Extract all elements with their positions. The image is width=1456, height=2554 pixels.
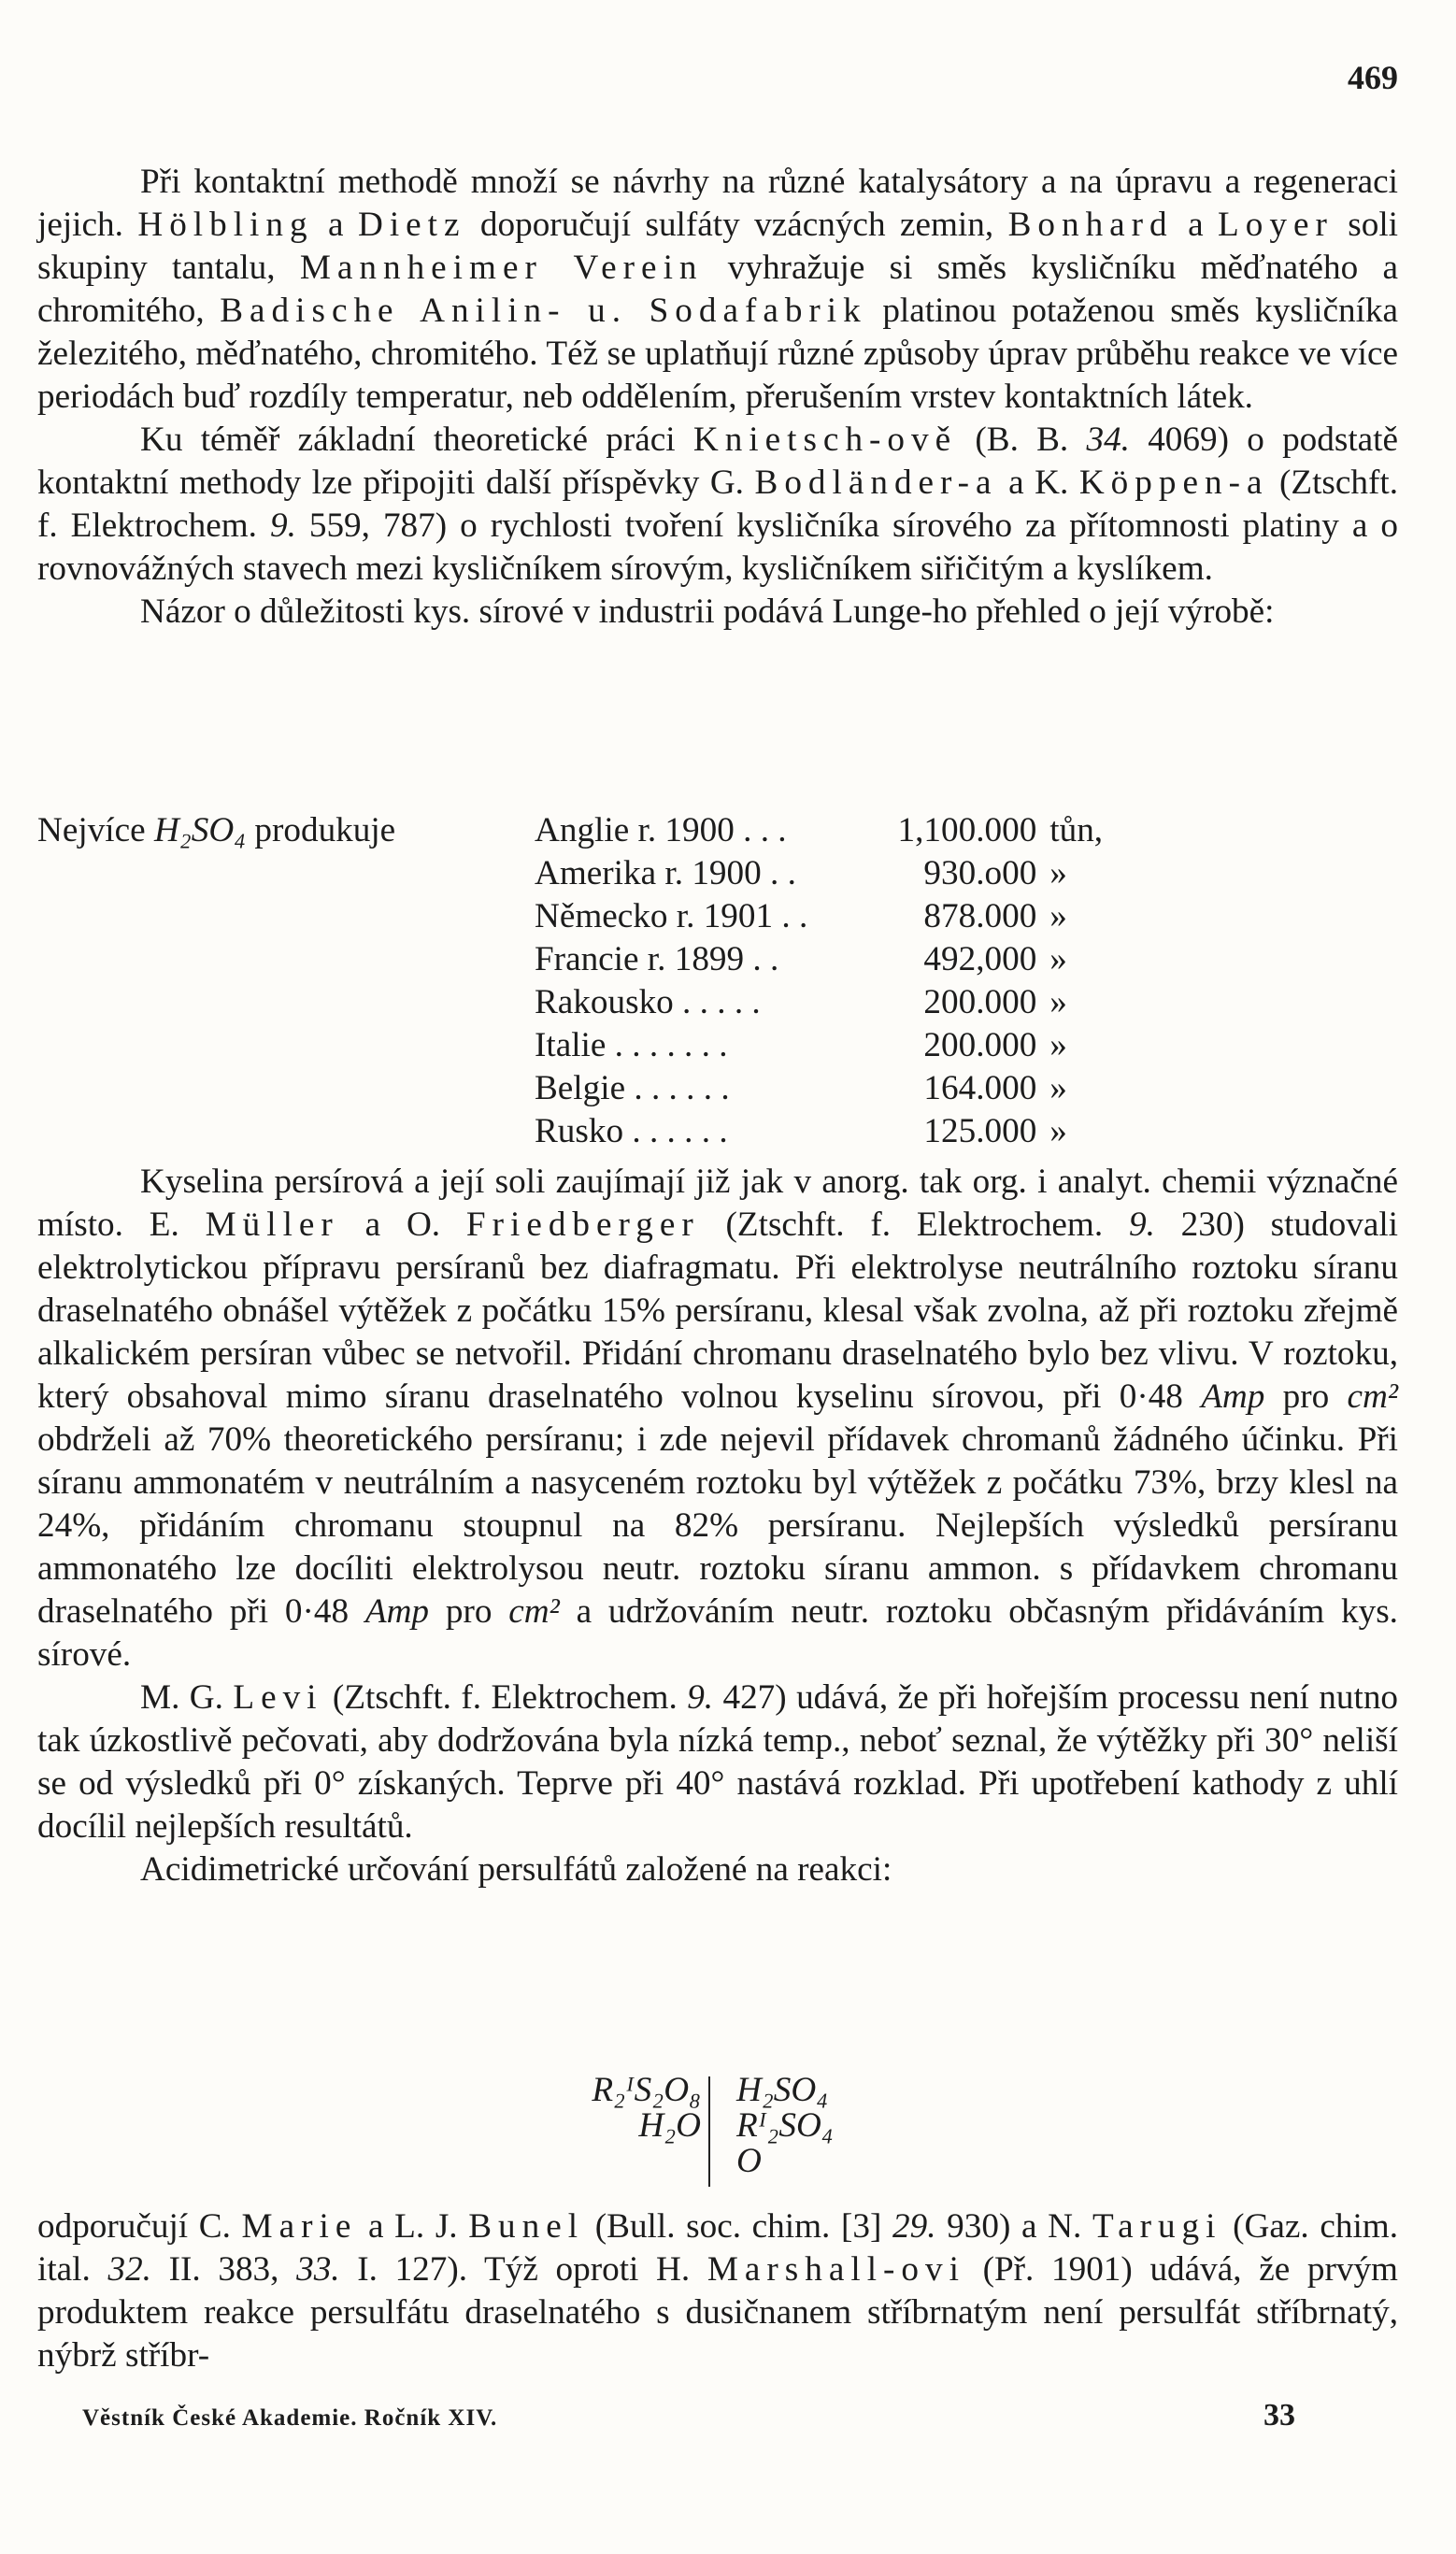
reaction-right-1: H₂SO₄ — [736, 2071, 829, 2109]
unit-cell: » — [1049, 1112, 1067, 1150]
unit-cell: tůn, — [1049, 811, 1104, 849]
text-block-3 — [37, 2205, 1398, 2377]
text-block-1 — [37, 161, 1398, 634]
production-row — [535, 852, 1103, 895]
paragraph-lunge: Názor o důležitosti kys. sírové v industrii podává Lunge-ho přehled o její výrobě: — [140, 592, 1275, 631]
unit-cell: » — [1049, 1069, 1067, 1107]
paragraph-references: odporučují C. Marie a L. J. Bunel (Bull. soc. chim. [3] 29. 930) a N. Tarugi (Gaz. chim. ital. 32. II. 383, 33. I. 127). Týž oproti H. Marshall-ovi (Př. 1901) udává, že prvým produktem reakce persulfátu draselnatého s dusičnanem stříbrnatým není persulfát stříbrnatý, nýbrž stříbr- — [37, 2207, 1398, 2375]
country-cell: Amerika r. 1900 . . — [535, 854, 796, 892]
reaction-divider — [708, 2076, 710, 2187]
unit-cell: » — [1049, 940, 1067, 978]
reaction-right-3: O — [736, 2142, 762, 2180]
production-table — [535, 809, 1103, 1153]
reaction-left-1: R₂ᴵS₂O₈ — [592, 2071, 701, 2109]
production-row — [535, 1110, 1103, 1153]
unit-cell: » — [1049, 854, 1067, 892]
production-row — [535, 938, 1103, 981]
country-cell: Anglie r. 1900 . . . — [535, 811, 787, 849]
value-cell: 164.000 — [923, 1069, 1037, 1107]
country-cell: Francie r. 1899 . . — [535, 940, 779, 978]
value-cell: 930.o00 — [923, 854, 1037, 892]
production-row — [535, 809, 1103, 852]
country-cell: Italie . . . . . . . — [535, 1026, 728, 1064]
unit-cell: » — [1049, 1026, 1067, 1064]
country-cell: Rakousko . . . . . — [535, 983, 761, 1021]
paragraph-catalysts: Při kontaktní methodě množí se návrhy na různé katalysátory a na úpravu a regeneraci jejich. Hölbling a Dietz doporučují sulfáty vzácných zemin, Bonhard a Loyer soli skupiny tantalu, Mannheimer Verein vyhražuje si směs kysličníku měďnatého a chromitého, Badische Anilin- u. Sodafabrik platinou potaženou směs kysličníka železitého, měďnatého, chromitého. Též se uplatňují různé způsoby úprav průběhu reakce ve více periodách buď rozdíly temperatur, neb oddělením, přerušením vrstev kontaktních látek. — [37, 163, 1399, 416]
paragraph-acidimetric: Acidimetrické určování persulfátů založené na reakci: — [140, 1850, 892, 1889]
country-cell: Belgie . . . . . . — [535, 1069, 730, 1107]
country-cell: Německo r. 1901 . . — [535, 897, 808, 935]
text-block-2 — [37, 1161, 1398, 1891]
production-row — [535, 981, 1103, 1024]
production-row — [535, 1024, 1103, 1067]
value-cell: 1,100.000 — [897, 811, 1037, 849]
paragraph-persulfuric: Kyselina persírová a její soli zaujímají již jak v anorg. tak org. i analyt. chemii význačné místo. E. Müller a O. Friedberger (Ztschft. f. Elektrochem. 9. 230) studovali elektrolytickou přípravu persíranů bez diafragmatu. Při elektrolyse neutrálního roztoku síranu draselnatého obnášel výtěžek z počátku 15% persíranu, klesal však zvolna, až při roztoku zřejmě alkalickém persíran vůbec se netvořil. Přidání chromanu draselnatého bylo bez vlivu. V roztoku, který obsahoval mimo síranu draselnatého volnou kyselinu sírovou, při 0·48 Amp pro cm² obdrželi až 70% theoretického persíranu; i zde nejevil přídavek chromanů žádného účinku. Při síranu ammonatém v neutrálním a nasyceném roztoku byl výtěžek z počátku 73%, brzy klesl na 24%, přidáním chromanu stoupnul na 82% persíranu. Nejlepších výsledků persíranu ammonatého lze docíliti elektrolysou neutr. roztoku síranu ammon. s přídavkem chromanu draselnatého při 0·48 Amp pro cm² a udržováním neutr. roztoku občasným přidáváním kys. sírové. — [37, 1163, 1399, 1674]
production-lead: Nejvíce H₂SO₄ produkuje — [37, 811, 396, 849]
value-cell: 200.000 — [923, 983, 1037, 1021]
value-cell: 125.000 — [923, 1112, 1037, 1150]
value-cell: 878.000 — [923, 897, 1037, 935]
production-row — [535, 895, 1103, 938]
journal-footer: Věstník České Akademie. Ročník XIV. — [82, 2405, 498, 2431]
paragraph-levi: M. G. Levi (Ztschft. f. Elektrochem. 9. 427) udává, že při hořejším processu není nutno tak úzkostlivě pečovati, aby dodržována byla nízká temp., neboť seznal, že výtěžky při 30° neliší se od výsledků při 0° získaných. Teprve při 40° nastává rozklad. Při upotřebení kathody z uhlí docílil nejlepších resultátů. — [37, 1678, 1398, 1846]
reaction-right-2: Rᴵ₂SO₄ — [736, 2106, 834, 2145]
value-cell: 492,000 — [923, 940, 1037, 978]
value-cell: 200.000 — [923, 1026, 1037, 1064]
unit-cell: » — [1049, 983, 1067, 1021]
paragraph-theory: Ku téměř základní theoretické práci Knietsch-ově (B. B. 34. 4069) o podstatě kontaktní methody lze připojiti další příspěvky G. Bodländer-a a K. Köppen-a (Ztschft. f. Elektrochem. 9. 559, 787) o rychlosti tvoření kysličníka sírového za přítomnosti platiny a o rovnovážných stavech mezi kysličníkem sírovým, kysličníkem siřičitým a kyslíkem. — [37, 421, 1399, 588]
page-number: 469 — [1348, 59, 1398, 96]
country-cell: Rusko . . . . . . — [535, 1112, 728, 1150]
unit-cell: » — [1049, 897, 1067, 935]
production-row — [535, 1067, 1103, 1110]
sheet-number: 33 — [1263, 2398, 1295, 2433]
reaction-left-2: H₂O — [638, 2106, 701, 2145]
